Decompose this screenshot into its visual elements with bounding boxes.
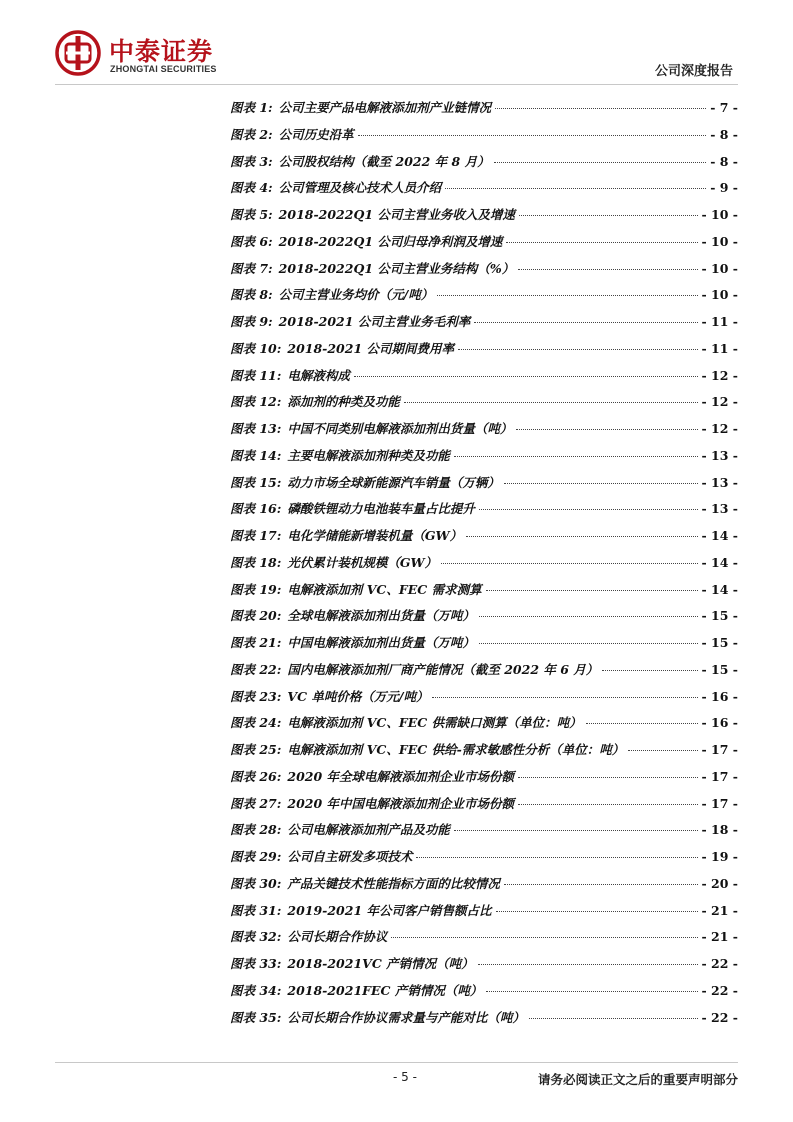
toc-figure-label: 图表 33: [230, 956, 282, 971]
toc-figure-label: 图表 10: [230, 340, 282, 356]
toc-page-number: - 8 - [710, 153, 738, 169]
toc-figure-label: 图表 6: [230, 233, 273, 249]
toc-entry[interactable] [230, 499, 738, 526]
toc-figure-title: 产品关键技术性能指标方面的比较情况 [287, 875, 500, 891]
toc-entry[interactable] [230, 874, 738, 901]
toc-figure-label: 图表 17: [230, 528, 282, 543]
toc-dot-leader [437, 295, 697, 296]
toc-figure-label: 图表 27: [230, 795, 282, 811]
toc-dot-leader [516, 429, 697, 430]
toc-figure-label: 图表 7: [230, 260, 273, 276]
toc-entry[interactable] [230, 954, 738, 981]
toc-figure-title: 公司主营业务均价（元/吨） [278, 287, 434, 303]
toc-entry[interactable] [230, 927, 738, 954]
toc-entry[interactable] [230, 178, 738, 205]
toc-entry[interactable] [230, 259, 738, 286]
toc-figure-title: 公司长期合作协议 [287, 929, 388, 945]
toc-figure-title: 2018-2022Q1 公司主营业务结构（%） [278, 260, 515, 276]
toc-dot-leader [466, 536, 697, 537]
toc-page-number: - 11 - [701, 314, 738, 329]
toc-figure-title: 全球电解液添加剂出货量（万吨） [287, 608, 475, 624]
toc-figure-label: 图表 1: [230, 100, 273, 115]
toc-entry[interactable] [230, 981, 738, 1008]
toc-figure-title: 公司自主研发多项技术 [287, 849, 413, 864]
toc-figure-label: 图表 3: [230, 153, 273, 169]
toc-figure-title: 2018-2022Q1 公司主营业务收入及增速 [278, 207, 515, 222]
toc-figure-title: 电解液构成 [287, 367, 350, 383]
toc-page-number: - 21 - [701, 929, 738, 945]
toc-figure-title: 公司电解液添加剂产品及功能 [287, 822, 450, 838]
zhongtai-logo-icon [55, 30, 101, 76]
toc-figure-title: 2018-2022Q1 公司归母净利润及增速 [278, 233, 503, 249]
toc-figure-label: 图表 16: [230, 501, 282, 517]
toc-figure-title: 公司长期合作协议需求量与产能对比（吨） [287, 1009, 525, 1025]
toc-entry[interactable] [230, 740, 738, 767]
logo-chinese-name: 中泰证券 [109, 37, 214, 66]
toc-dot-leader [486, 590, 698, 591]
toc-dot-leader [445, 188, 706, 189]
company-logo [55, 30, 255, 80]
toc-entry[interactable] [230, 633, 738, 660]
toc-dot-leader [518, 777, 697, 778]
toc-figure-title: 动力市场全球新能源汽车销量（万辆） [287, 474, 500, 490]
toc-page-number: - 15 - [701, 608, 738, 624]
toc-dot-leader [354, 376, 698, 377]
toc-figure-title: 主要电解液添加剂种类及功能 [287, 447, 450, 463]
toc-entry[interactable] [230, 205, 738, 232]
toc-dot-leader [504, 884, 698, 885]
toc-page-number: - 9 - [710, 180, 738, 196]
toc-figure-title: 2020 年全球电解液添加剂企业市场份额 [287, 768, 515, 784]
toc-page-number: - 14 - [701, 581, 738, 597]
toc-dot-leader [391, 937, 697, 938]
toc-figure-title: 添加剂的种类及功能 [287, 394, 400, 410]
toc-page-number: - 16 - [701, 688, 738, 704]
toc-entry[interactable] [230, 660, 738, 687]
toc-entry[interactable] [230, 312, 738, 339]
toc-entry[interactable] [230, 901, 738, 928]
toc-figure-label: 图表 32: [230, 929, 282, 945]
toc-page-number: - 15 - [701, 635, 738, 650]
toc-dot-leader [454, 456, 698, 457]
toc-figure-title: 电解液添加剂 VC、FEC 供给-需求敏感性分析（单位：吨） [287, 742, 625, 757]
toc-entry[interactable] [230, 232, 738, 259]
toc-figure-label: 图表 11: [230, 367, 282, 383]
toc-entry[interactable] [230, 125, 738, 152]
toc-figure-label: 图表 25: [230, 742, 282, 757]
toc-figure-title: 公司历史沿革 [278, 126, 354, 142]
figure-index-list [230, 98, 738, 1034]
toc-dot-leader [474, 322, 697, 323]
toc-page-number: - 10 - [701, 287, 738, 303]
toc-figure-label: 图表 22: [230, 661, 282, 677]
toc-page-number: - 10 - [701, 207, 738, 222]
toc-figure-label: 图表 9: [230, 314, 273, 329]
toc-figure-title: 公司主要产品电解液添加剂产业链情况 [278, 100, 492, 115]
toc-entry[interactable] [230, 794, 738, 821]
toc-page-number: - 13 - [701, 501, 738, 517]
toc-entry[interactable] [230, 446, 738, 473]
toc-figure-title: 2019-2021 年公司客户销售额占比 [287, 902, 492, 918]
toc-dot-leader [486, 991, 697, 992]
toc-entry[interactable] [230, 339, 738, 366]
toc-dot-leader [504, 483, 698, 484]
toc-figure-label: 图表 24: [230, 715, 282, 731]
toc-figure-title: 国内电解液添加剂厂商产能情况（截至 2022 年 6 月） [287, 661, 599, 677]
toc-figure-label: 图表 5: [230, 207, 273, 222]
toc-figure-title: 2020 年中国电解液添加剂企业市场份额 [287, 795, 515, 811]
toc-figure-title: 2018-2021 公司主营业务毛利率 [278, 314, 471, 329]
toc-entry[interactable] [230, 366, 738, 393]
toc-figure-label: 图表 30: [230, 875, 282, 891]
toc-dot-leader [479, 643, 698, 644]
toc-figure-label: 图表 31: [230, 902, 282, 918]
toc-figure-label: 图表 8: [230, 287, 273, 303]
toc-dot-leader [494, 162, 707, 163]
toc-page-number: - 21 - [701, 902, 738, 918]
toc-figure-title: VC 单吨价格（万元/吨） [287, 688, 429, 704]
toc-page-number: - 14 - [701, 554, 738, 570]
toc-figure-label: 图表 4: [230, 180, 273, 196]
toc-figure-label: 图表 20: [230, 608, 282, 624]
toc-dot-leader [404, 402, 698, 403]
toc-page-number: - 12 - [701, 394, 738, 410]
toc-figure-title: 中国不同类别电解液添加剂出货量（吨） [287, 421, 513, 436]
toc-figure-label: 图表 28: [230, 822, 282, 838]
logo-english-name: ZHONGTAI SECURITIES [110, 64, 217, 74]
toc-figure-label: 图表 13: [230, 421, 282, 436]
toc-entry[interactable] [230, 526, 738, 553]
toc-dot-leader [454, 830, 698, 831]
toc-dot-leader [479, 616, 698, 617]
disclaimer-note: 请务必阅读正文之后的重要声明部分 [537, 1072, 738, 1087]
toc-page-number: - 22 - [701, 982, 738, 998]
toc-figure-label: 图表 26: [230, 768, 282, 784]
toc-page-number: - 22 - [701, 1009, 738, 1025]
toc-page-number: - 22 - [701, 956, 738, 971]
toc-figure-label: 图表 12: [230, 394, 282, 410]
toc-dot-leader [518, 804, 697, 805]
toc-entry[interactable] [230, 580, 738, 607]
toc-figure-title: 光伏累计装机规模（GW） [287, 554, 438, 570]
toc-figure-label: 图表 23: [230, 688, 282, 704]
toc-entry[interactable] [230, 847, 738, 874]
toc-figure-label: 图表 35: [230, 1009, 282, 1025]
toc-figure-title: 磷酸铁锂动力电池装车量占比提升 [287, 501, 475, 517]
toc-page-number: - 18 - [701, 822, 738, 838]
toc-entry[interactable] [230, 553, 738, 580]
toc-entry[interactable] [230, 767, 738, 794]
toc-dot-leader [416, 857, 697, 858]
toc-page-number: - 7 - [710, 100, 738, 115]
report-type-label: 公司深度报告 [654, 64, 733, 79]
toc-entry[interactable] [230, 473, 738, 500]
toc-page-number: - 10 - [701, 233, 738, 249]
toc-figure-title: 2018-2021VC 产销情况（吨） [287, 956, 474, 971]
toc-page-number: - 17 - [701, 768, 738, 784]
toc-page-number: - 13 - [701, 447, 738, 463]
toc-figure-label: 图表 14: [230, 447, 282, 463]
toc-page-number: - 17 - [701, 742, 738, 757]
toc-figure-label: 图表 34: [230, 982, 282, 998]
toc-figure-title: 公司股权结构（截至 2022 年 8 月） [278, 153, 490, 169]
toc-figure-label: 图表 21: [230, 635, 282, 650]
page-header [0, 0, 793, 90]
toc-entry[interactable] [230, 820, 738, 847]
toc-page-number: - 8 - [710, 126, 738, 142]
toc-entry[interactable] [230, 687, 738, 714]
header-divider [55, 84, 738, 85]
toc-page-number: - 10 - [701, 260, 738, 276]
toc-page-number: - 19 - [701, 849, 738, 864]
toc-page-number: - 15 - [701, 661, 738, 677]
toc-dot-leader [479, 509, 698, 510]
toc-page-number: - 16 - [701, 715, 738, 731]
toc-entry[interactable] [230, 285, 738, 312]
toc-dot-leader [518, 269, 697, 270]
toc-dot-leader [441, 563, 697, 564]
toc-entry[interactable] [230, 98, 738, 125]
toc-page-number: - 12 - [701, 367, 738, 383]
toc-page-number: - 20 - [701, 875, 738, 891]
toc-dot-leader [602, 670, 697, 671]
toc-figure-label: 图表 2: [230, 126, 273, 142]
toc-dot-leader [432, 697, 697, 698]
toc-dot-leader [586, 723, 698, 724]
toc-figure-title: 电解液添加剂 VC、FEC 需求测算 [287, 581, 482, 597]
toc-page-number: - 14 - [701, 528, 738, 543]
toc-figure-label: 图表 18: [230, 554, 282, 570]
toc-page-number: - 17 - [701, 795, 738, 811]
toc-figure-title: 公司管理及核心技术人员介绍 [278, 180, 442, 196]
toc-figure-title: 电解液添加剂 VC、FEC 供需缺口测算（单位：吨） [287, 715, 582, 731]
toc-dot-leader [506, 242, 697, 243]
toc-dot-leader [458, 349, 698, 350]
toc-dot-leader [478, 964, 698, 965]
toc-dot-leader [519, 215, 698, 216]
footer-divider [55, 1062, 738, 1063]
toc-dot-leader [495, 108, 706, 109]
toc-dot-leader [358, 135, 707, 136]
toc-figure-title: 电化学储能新增装机量（GW） [287, 528, 463, 543]
toc-page-number: - 11 - [701, 340, 738, 356]
toc-figure-label: 图表 15: [230, 474, 282, 490]
page-number: - 5 - [393, 1070, 417, 1084]
toc-entry[interactable] [230, 606, 738, 633]
toc-figure-title: 中国电解液添加剂出货量（万吨） [287, 635, 475, 650]
toc-figure-label: 图表 19: [230, 581, 282, 597]
toc-entry[interactable] [230, 1008, 738, 1035]
toc-dot-leader [496, 911, 698, 912]
toc-entry[interactable] [230, 713, 738, 740]
toc-entry[interactable] [230, 419, 738, 446]
toc-figure-title: 2018-2021FEC 产销情况（吨） [287, 982, 483, 998]
toc-entry[interactable] [230, 152, 738, 179]
toc-dot-leader [628, 750, 697, 751]
toc-dot-leader [529, 1018, 698, 1019]
toc-page-number: - 12 - [701, 421, 738, 436]
toc-entry[interactable] [230, 392, 738, 419]
toc-figure-title: 2018-2021 公司期间费用率 [287, 340, 454, 356]
toc-page-number: - 13 - [701, 474, 738, 490]
toc-figure-label: 图表 29: [230, 849, 282, 864]
